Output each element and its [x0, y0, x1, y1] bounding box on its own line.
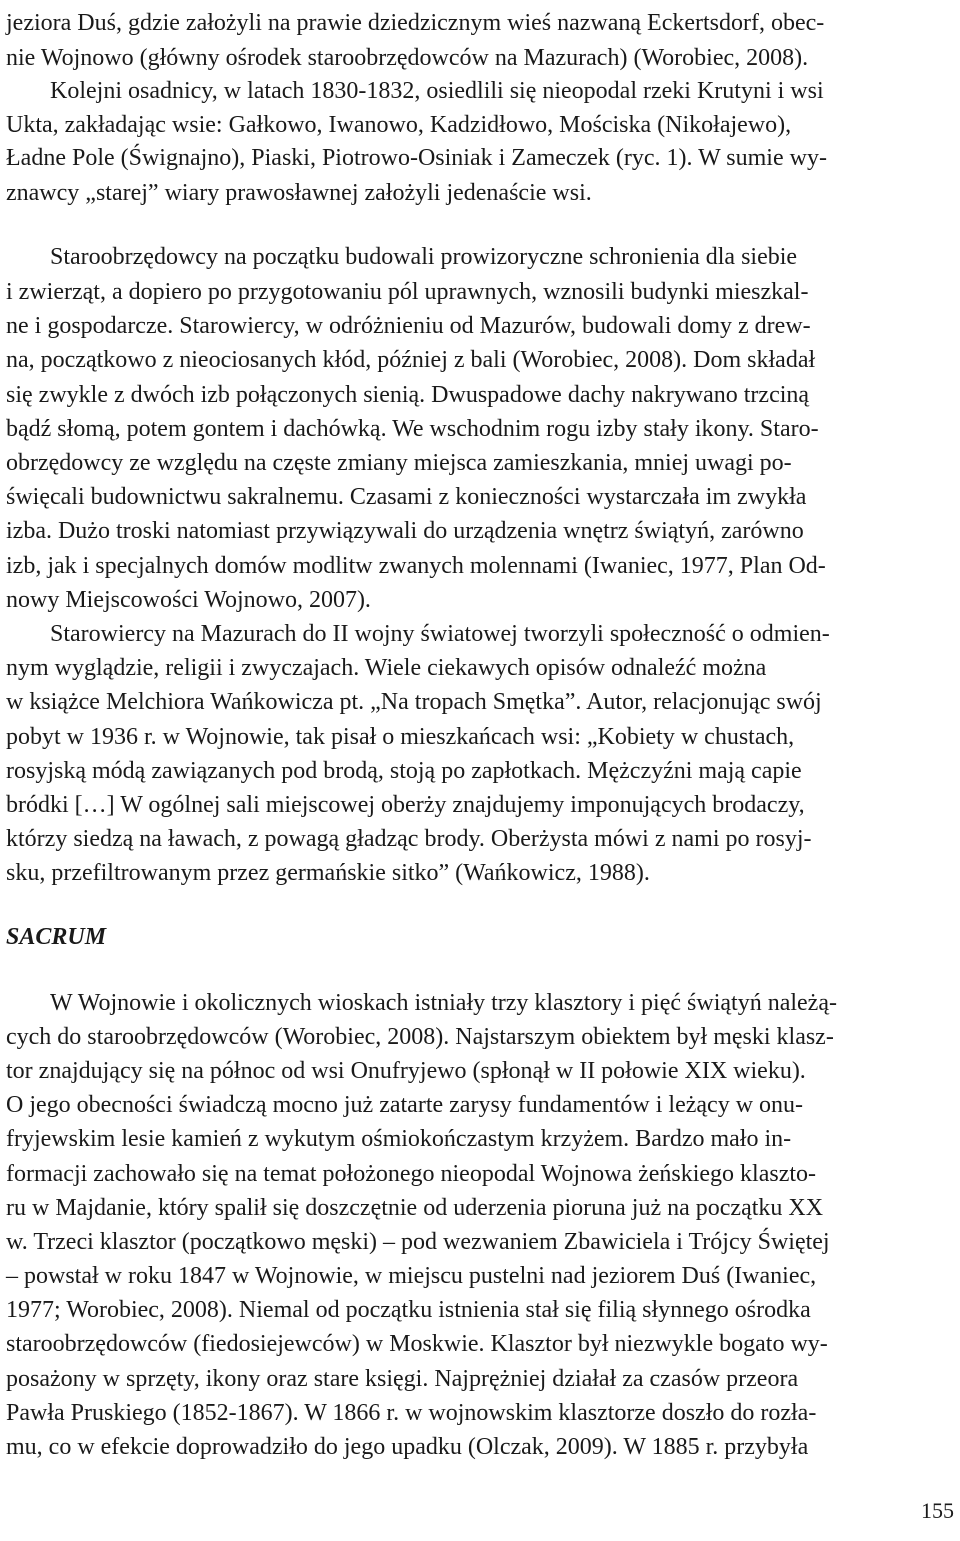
paragraph-line: – powstał w roku 1847 w Wojnowie, w miejscu pustelni nad jeziorem Duś (Iwaniec, — [6, 1263, 817, 1289]
paragraph-line: tor znajdujący się na północ od wsi Onufryjewo (spłonął w II połowie XIX wieku). — [6, 1058, 806, 1084]
paragraph-line: i zwierząt, a dopiero po przygotowaniu pól uprawnych, wznosili budynki mieszkal- — [6, 279, 809, 305]
paragraph-line: fryjewskim lesie kamień z wykutym ośmiokończastym krzyżem. Bardzo mało in- — [6, 1126, 792, 1152]
paragraph-line: pobyt w 1936 r. w Wojnowie, tak pisał o mieszkańcach wsi: „Kobiety w chustach, — [6, 724, 795, 750]
paragraph-line: ne i gospodarcze. Starowiercy, w odróżnieniu od Mazurów, budowali domy z drew- — [6, 313, 811, 339]
paragraph-line: którzy siedzą na ławach, z powagą gładząc brody. Oberżysta mówi z nami po rosyj- — [6, 826, 812, 852]
paragraph-line: ru w Majdanie, który spalił się doszczętnie od uderzenia pioruna już na początku XX — [6, 1195, 824, 1221]
paragraph-line: Starowiercy na Mazurach do II wojny światowej tworzyli społeczność o odmien- — [50, 621, 830, 647]
paragraph-line: Kolejni osadnicy, w latach 1830-1832, osiedlili się nieopodal rzeki Krutyni i wsi — [50, 78, 824, 104]
paragraph-line: W Wojnowie i okolicznych wioskach istniały trzy klasztory i pięć świątyń należą- — [50, 990, 837, 1016]
paragraph-line: bądź słomą, potem gontem i dachówką. We wschodnim rogu izby stały ikony. Staro- — [6, 416, 819, 442]
paragraph-line: formacji zachowało się na temat położonego nieopodal Wojnowa żeńskiego klaszto- — [6, 1161, 817, 1187]
paragraph-line: znawcy „starej” wiary prawosławnej założyli jedenaście wsi. — [6, 180, 592, 206]
paragraph-line: nowy Miejscowości Wojnowo, 2007). — [6, 587, 371, 613]
section-heading: SACRUM — [6, 924, 107, 950]
paragraph-line: bródki […] W ogólnej sali miejscowej oberży znajdujemy imponujących brodaczy, — [6, 792, 805, 818]
page-number: 155 — [921, 1498, 954, 1523]
paragraph-line: izb, jak i specjalnych domów modlitw zwanych molennami (Iwaniec, 1977, Plan Od- — [6, 553, 826, 579]
paragraph-line: mu, co w efekcie doprowadziło do jego upadku (Olczak, 2009). W 1885 r. przybyła — [6, 1434, 809, 1460]
paragraph-line: O jego obecności świadczą mocno już zatarte zarysy fundamentów i leżący w onu- — [6, 1092, 804, 1118]
paragraph-line: w. Trzeci klasztor (początkowo męski) – pod wezwaniem Zbawiciela i Trójcy Świętej — [6, 1229, 830, 1255]
paragraph-line: 1977; Worobiec, 2008). Niemal od początku istnienia stał się filią słynnego ośrodka — [6, 1297, 811, 1323]
paragraph-line: święcali budownictwu sakralnemu. Czasami z konieczności wystarczała im zwykła — [6, 484, 807, 510]
paragraph-line: Ukta, zakładając wsie: Gałkowo, Iwanowo, Kadzidłowo, Mościska (Nikołajewo), — [6, 112, 792, 138]
paragraph-line: rosyjską módą zawiązanych pod brodą, stoją po zapłotkach. Mężczyźni mają capie — [6, 758, 802, 784]
paragraph-line: nie Wojnowo (główny ośrodek staroobrzędowców na Mazurach) (Worobiec, 2008). — [6, 45, 809, 71]
paragraph-line: Pawła Pruskiego (1852-1867). W 1866 r. w wojnowskim klasztorze doszło do rozła- — [6, 1400, 817, 1426]
paragraph-line: obrzędowcy ze względu na częste zmiany miejsca zamieszkania, mniej uwagi po- — [6, 450, 792, 476]
paragraph-line: Ładne Pole (Śwignajno), Piaski, Piotrowo-Osiniak i Zameczek (ryc. 1). W sumie wy- — [6, 145, 827, 171]
paragraph-line: posażony w sprzęty, ikony oraz stare księgi. Najprężniej działał za czasów przeora — [6, 1366, 799, 1392]
paragraph-line: na, początkowo z nieociosanych kłód, później z bali (Worobiec, 2008). Dom składał — [6, 347, 816, 373]
paragraph-line: cych do staroobrzędowców (Worobiec, 2008). Najstarszym obiektem był męski klasz- — [6, 1024, 834, 1050]
paragraph-line: izba. Dużo troski natomiast przywiązywali do urządzenia wnętrz świątyń, zarówno — [6, 518, 804, 544]
paragraph-line: sku, przefiltrowanym przez germańskie sitko” (Wańkowicz, 1988). — [6, 860, 650, 886]
paragraph-line: nym wyglądzie, religii i zwyczajach. Wiele ciekawych opisów odnaleźć można — [6, 655, 767, 681]
paragraph-line: jeziora Duś, gdzie założyli na prawie dziedzicznym wieś nazwaną Eckertsdorf, obec- — [6, 10, 825, 36]
paragraph-line: staroobrzędowców (fiedosiejewców) w Moskwie. Klasztor był niezwykle bogato wy- — [6, 1331, 828, 1357]
paragraph-line: w książce Melchiora Wańkowicza pt. „Na tropach Smętka”. Autor, relacjonując swój — [6, 689, 822, 715]
paragraph-line: Staroobrzędowcy na początku budowali prowizoryczne schronienia dla siebie — [50, 244, 798, 270]
paragraph-line: się zwykle z dwóch izb połączonych sienią. Dwuspadowe dachy nakrywano trzciną — [6, 382, 810, 408]
